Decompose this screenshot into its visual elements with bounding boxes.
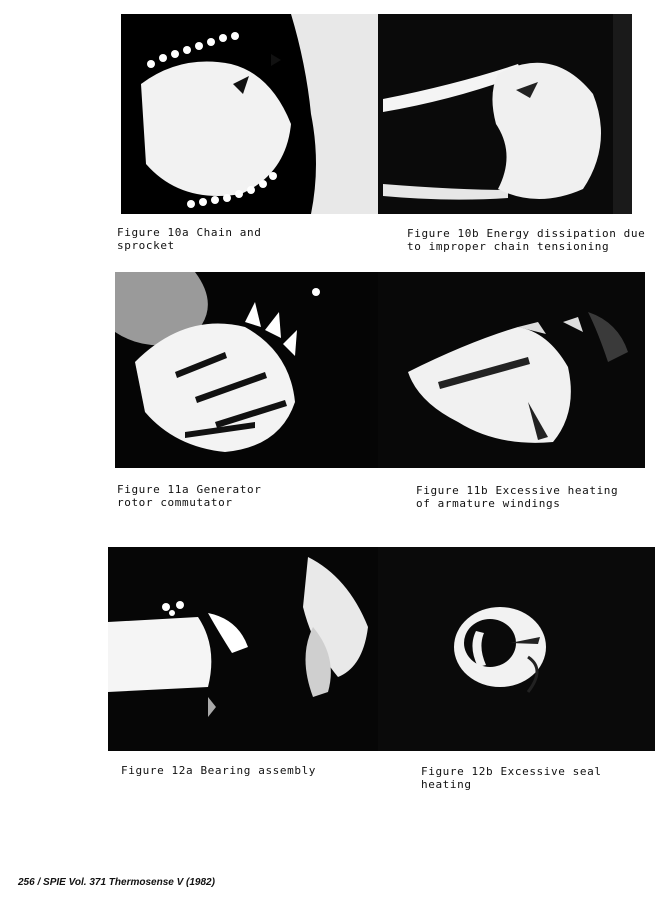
rotor-commutator-thermogram <box>115 272 378 468</box>
armature-windings-thermogram <box>378 272 645 468</box>
chain-sprocket-thermogram <box>121 14 378 214</box>
figure-11a-image <box>115 272 378 468</box>
figure-10a-image <box>121 14 378 214</box>
energy-dissipation-thermogram <box>378 14 632 214</box>
figure-10b-image <box>378 14 632 214</box>
figure-11b-caption: Figure 11b Excessive heating of armature windings <box>416 484 619 510</box>
figure-10a-caption: Figure 10a Chain and sprocket <box>117 226 262 252</box>
figure-11b-image <box>378 272 645 468</box>
figure-10b-caption: Figure 10b Energy dissipation due to improper chain tensioning <box>407 227 646 253</box>
bearing-assembly-thermogram <box>108 547 378 751</box>
figure-12a-caption: Figure 12a Bearing assembly <box>121 764 317 777</box>
figure-12b-caption: Figure 12b Excessive seal heating <box>421 765 602 791</box>
figure-12a-image <box>108 547 378 751</box>
page-footer: 256 / SPIE Vol. 371 Thermosense V (1982) <box>18 877 215 888</box>
figure-12b-image <box>378 547 655 751</box>
figure-11a-caption: Figure 11a Generator rotor commutator <box>117 483 262 509</box>
seal-heating-thermogram <box>378 547 655 751</box>
